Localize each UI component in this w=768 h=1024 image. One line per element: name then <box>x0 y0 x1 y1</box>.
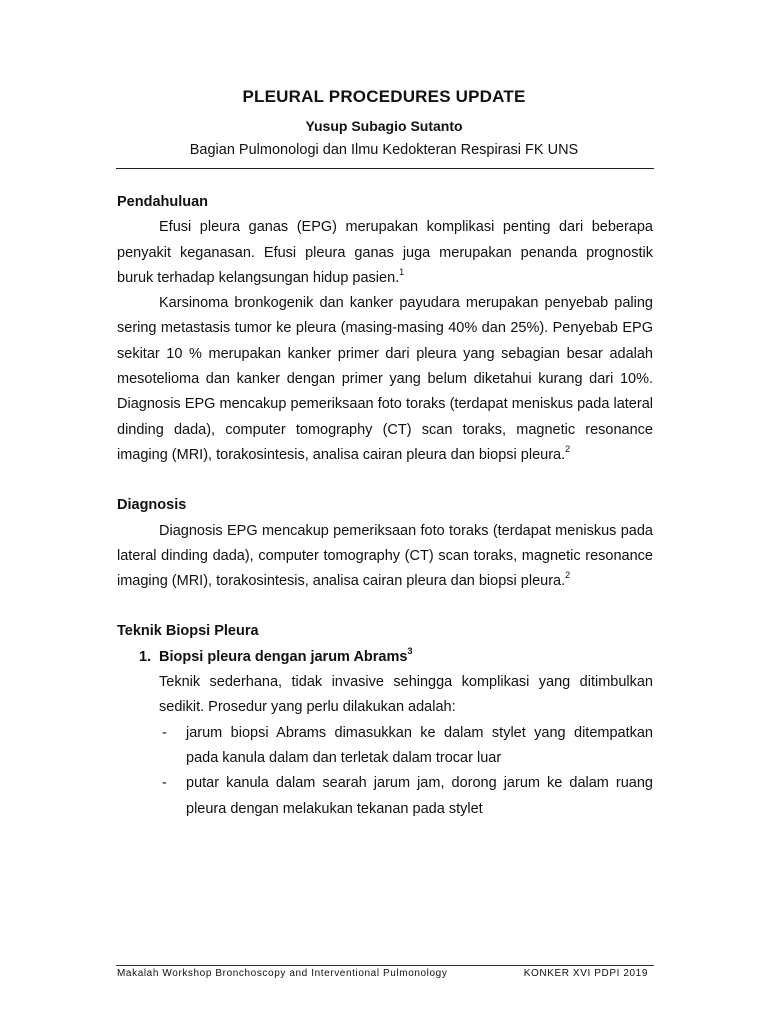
intro-paragraph-1: Efusi pleura ganas (EPG) merupakan komplikasi penting dari beberapa penyakit keganasan. Efusi pleura ganas juga merupakan penanda prognostik buruk terhadap kelangsungan hidup pasien.$^1$ <box>117 219 653 286</box>
abrams-description: Teknik sederhana, tidak invasive sehingga komplikasi yang ditimbulkan sedikit. Prosedur yang perlu dilakukan adalah: <box>159 674 653 716</box>
header-divider <box>116 168 654 169</box>
footnote-ref: 2 <box>565 570 571 581</box>
list-item: - putar kanula dalam searah jarum jam, dorong jarum ke dalam ruang pleura dengan melakukan tekanan pada stylet <box>162 775 653 817</box>
footer-left-text: Makalah Workshop Bronchoscopy and Interventional Pulmonology <box>117 968 448 979</box>
document-affiliation: Bagian Pulmonologi dan Ilmu Kedokteran Respirasi FK UNS <box>189 142 579 158</box>
document-body <box>117 190 653 822</box>
footnote-ref: 3 <box>407 645 413 656</box>
diagnosis-paragraph: Diagnosis EPG mencakup pemeriksaan foto toraks (terdapat meniskus pada lateral dinding dada), computer tomography (CT) scan toraks, magnetic resonance imaging (MRI), torakosintesis, analisa cairan pleura dan biopsi pleura.$^2$ <box>117 522 653 590</box>
intro-paragraph-2: Karsinoma bronkogenik dan kanker payudara merupakan penyebab paling sering metastasis tumor ke pleura (masing-masing 40% dan 25%). Penyebab EPG sekitar 10 % merupakan kanker primer dari pleura yang sebagian besar adalah mesotelioma dan kanker dengan primer yang belum diketahui kurang dari 10%. Diagnosis EPG mencakup pemeriksaan foto toraks (terdapat meniskus pada lateral dinding dada), computer tomography (CT) scan toraks, magnetic resonance imaging (MRI), torakosintesis, analisa cairan pleura dan biopsi pleura.$^2$ <box>117 295 653 463</box>
item-title: Biopsi pleura dengan jarum Abrams <box>159 648 408 665</box>
numbered-item-abrams <box>117 645 653 670</box>
footer-divider <box>116 965 654 966</box>
section-heading-diagnosis: Diagnosis <box>117 497 187 514</box>
section-heading-technique: Teknik Biopsi Pleura <box>117 623 259 640</box>
document-title: PLEURAL PROCEDURES UPDATE <box>242 87 526 106</box>
section-heading-intro: Pendahuluan <box>117 194 209 210</box>
footnote-ref: 1 <box>399 267 405 278</box>
item-number: 1. <box>139 648 152 665</box>
footnote-ref: 2 <box>565 444 571 455</box>
list-item: - jarum biopsi Abrams dimasukkan ke dalam stylet yang ditempatkan pada kanula dalam dan terletak dalam trocar luar <box>162 724 653 766</box>
footer-right-text: KONKER XVI PDPI 2019 <box>523 968 648 979</box>
document-author: Yusup Subagio Sutanto <box>305 118 463 134</box>
